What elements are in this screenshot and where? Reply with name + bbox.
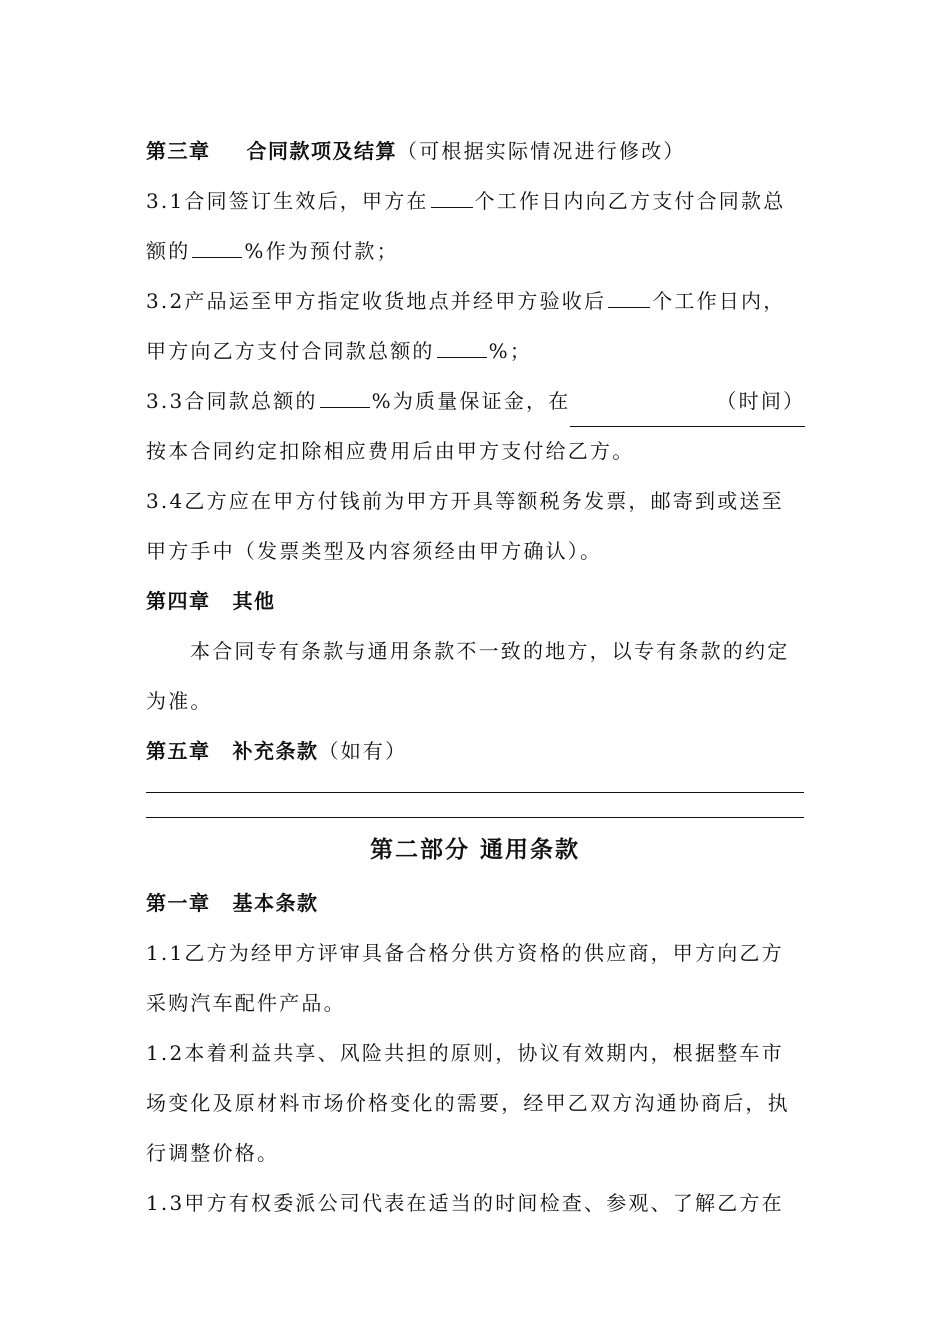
clause-3-1-text-a: 3.1合同签订生效后，甲方在 xyxy=(146,189,429,213)
fill-blank-percent[interactable] xyxy=(192,237,242,258)
clause-1-3-text-a: 1.3甲方有权委派公司代表在适当的时间检查、参观、了解乙方在 xyxy=(146,1191,784,1215)
chapter4-heading-line xyxy=(146,576,804,626)
chapter1-title: 基本条款 xyxy=(232,891,319,915)
chapter4-text-b: 为准。 xyxy=(146,689,213,713)
clause-3-1-line2 xyxy=(146,226,804,276)
chapter4-para-line1 xyxy=(146,626,804,676)
clause-3-4-text-b: 甲方手中（发票类型及内容须经由甲方确认）。 xyxy=(146,539,603,563)
clause-3-1-line1 xyxy=(146,176,804,226)
document-page xyxy=(146,126,804,1228)
clause-3-3-text-c: 按本合同约定扣除相应费用后由甲方支付给乙方。 xyxy=(146,439,635,463)
clause-1-2-line3 xyxy=(146,1128,804,1178)
clause-1-1-text-b: 采购汽车配件产品。 xyxy=(146,991,346,1015)
clause-3-1-text-c: 额的 xyxy=(146,239,191,263)
chapter4-heading: 第四章 xyxy=(146,589,211,613)
clause-3-1-text-d: %作为预付款； xyxy=(244,239,399,263)
chapter5-heading: 第五章 xyxy=(146,739,211,763)
clause-3-3-text-a: 3.3合同款总额的 xyxy=(146,389,318,413)
clause-1-2-text-b: 场变化及原材料市场价格变化的需要，经甲乙双方沟通协商后，执 xyxy=(146,1091,790,1115)
clause-3-2-text-c: 甲方向乙方支付合同款总额的 xyxy=(146,339,435,363)
clause-1-1-line1 xyxy=(146,928,804,978)
chapter1-heading-line xyxy=(146,878,804,928)
chapter3-heading: 第三章 xyxy=(146,139,211,163)
clause-3-1-text-b: 个工作日内向乙方支付合同款总 xyxy=(474,189,786,213)
fill-blank-percent[interactable] xyxy=(320,387,370,408)
part2-title: 第二部分 通用条款 xyxy=(369,837,580,863)
chapter5-title: 补充条款 xyxy=(232,739,319,763)
fill-blank-days[interactable] xyxy=(431,187,473,208)
fill-blank-time[interactable] xyxy=(570,376,805,427)
clause-3-3-line2 xyxy=(146,426,804,476)
fill-blank-percent[interactable] xyxy=(437,337,487,358)
clause-1-2-line1 xyxy=(146,1028,804,1078)
clause-3-2-line1 xyxy=(146,276,804,326)
chapter3-heading-line xyxy=(146,126,804,176)
clause-1-2-line2 xyxy=(146,1078,804,1128)
clause-3-3-text-b: %为质量保证金，在 xyxy=(371,389,571,413)
clause-3-2-text-d: %； xyxy=(488,339,533,363)
clause-3-2-text-b: 个工作日内， xyxy=(652,289,786,313)
fill-blank-days[interactable] xyxy=(608,287,650,308)
clause-1-1-text-a: 1.1乙方为经甲方评审具备合格分供方资格的供应商，甲方向乙方 xyxy=(146,941,784,965)
chapter1-heading: 第一章 xyxy=(146,891,211,915)
clause-1-3-line1 xyxy=(146,1178,804,1228)
chapter5-note: （如有） xyxy=(318,739,408,763)
clause-3-2-line2 xyxy=(146,326,804,376)
chapter4-text-a: 本合同专有条款与通用条款不一致的地方，以专有条款的约定 xyxy=(190,639,790,663)
clause-3-4-line1 xyxy=(146,476,804,526)
chapter5-heading-line xyxy=(146,726,804,776)
chapter4-title: 其他 xyxy=(232,589,276,613)
clause-1-1-line2 xyxy=(146,978,804,1028)
clause-1-2-text-c: 行调整价格。 xyxy=(146,1141,280,1165)
chapter4-para-line2 xyxy=(146,676,804,726)
time-label: （时间） xyxy=(716,389,806,413)
clause-3-4-text-a: 3.4乙方应在甲方付钱前为甲方开具等额税务发票，邮寄到或送至 xyxy=(146,489,784,513)
chapter3-note: （可根据实际情况进行修改） xyxy=(397,139,686,163)
clause-1-2-text-a: 1.2本着利益共享、风险共担的原则，协议有效期内，根据整车市 xyxy=(146,1041,784,1065)
clause-3-3-line1 xyxy=(146,376,804,426)
clause-3-2-text-a: 3.2产品运至甲方指定收货地点并经甲方验收后 xyxy=(146,289,607,313)
chapter3-title: 合同款项及结算 xyxy=(246,139,397,163)
clause-3-4-line2 xyxy=(146,526,804,576)
